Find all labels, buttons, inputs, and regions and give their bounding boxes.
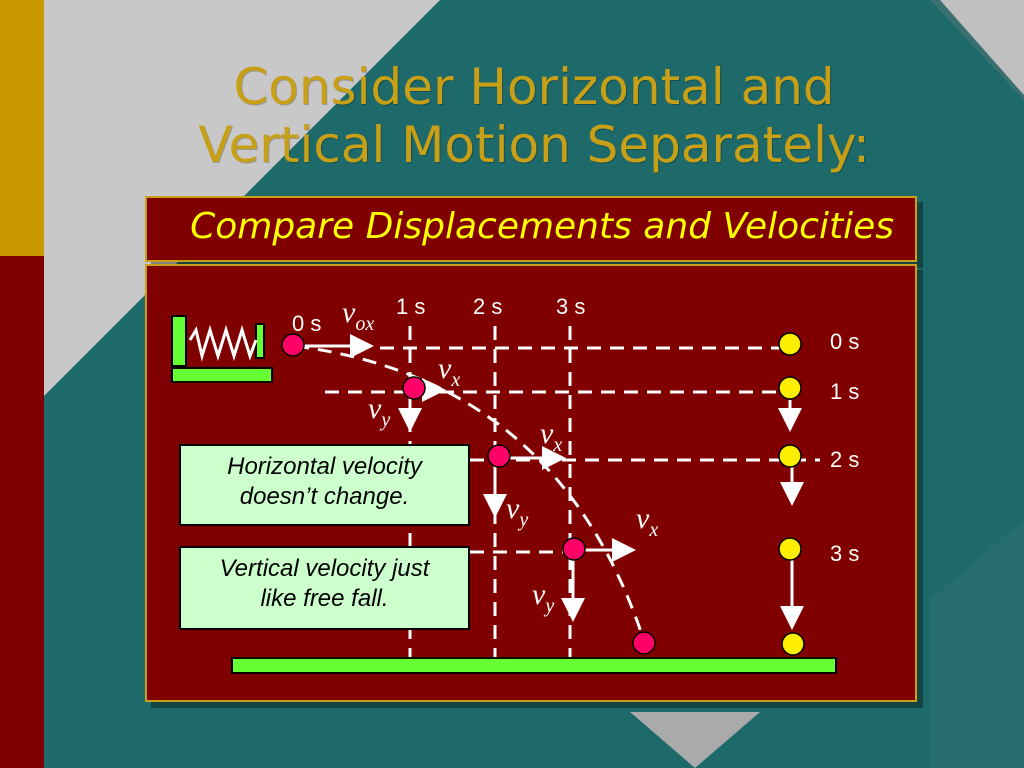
top-time-label-2: 2 s [473, 294, 503, 319]
top-time-label-3: 3 s [556, 294, 586, 319]
note-vertical-line-1: Vertical velocity just [219, 555, 430, 582]
label-vx-3: $v_x$ [636, 502, 659, 541]
free-fall-ball [779, 333, 801, 355]
title-line-1: Consider Horizontal and [233, 58, 835, 116]
note-horizontal-line-2: doesn’t change. [239, 483, 410, 510]
note-vertical-velocity [179, 546, 470, 630]
free-fall-arrows [790, 400, 792, 624]
note-vertical-line-2: like free fall. [260, 585, 389, 612]
label-vx-2: $v_x$ [540, 417, 563, 456]
free-fall-ball [782, 633, 804, 655]
ground-bar [232, 658, 836, 673]
projectile-ball [633, 632, 655, 654]
label-vy-2: $v_y$ [506, 492, 529, 531]
top-time-label-1: 1 s [396, 294, 426, 319]
right-time-label-3: 3 s [830, 541, 860, 566]
free-fall-ball [779, 445, 801, 467]
free-fall-ball [779, 377, 801, 399]
label-v-ox: $v_{ox}$ [342, 296, 375, 335]
right-time-label-0: 0 s [830, 329, 860, 354]
label-vx-1: $v_x$ [438, 352, 461, 391]
projectile-ball [403, 377, 425, 399]
projectile-ball [282, 334, 304, 356]
subtitle: Compare Displacements and Velocities [190, 206, 894, 247]
spring-launcher [172, 316, 272, 382]
free-fall-ball [779, 538, 801, 560]
projectile-ball [563, 538, 585, 560]
label-vy-3: $v_y$ [532, 578, 555, 617]
note-horizontal-velocity [179, 444, 470, 526]
top-time-label-0: 0 s [292, 311, 322, 336]
right-time-label-2: 2 s [830, 447, 860, 472]
projectile-ball [488, 445, 510, 467]
label-vy-1: $v_y$ [368, 392, 391, 431]
right-time-label-1: 1 s [830, 379, 860, 404]
note-horizontal-line-1: Horizontal velocity [227, 453, 422, 480]
title-line-2: Vertical Motion Separately: [198, 116, 870, 174]
